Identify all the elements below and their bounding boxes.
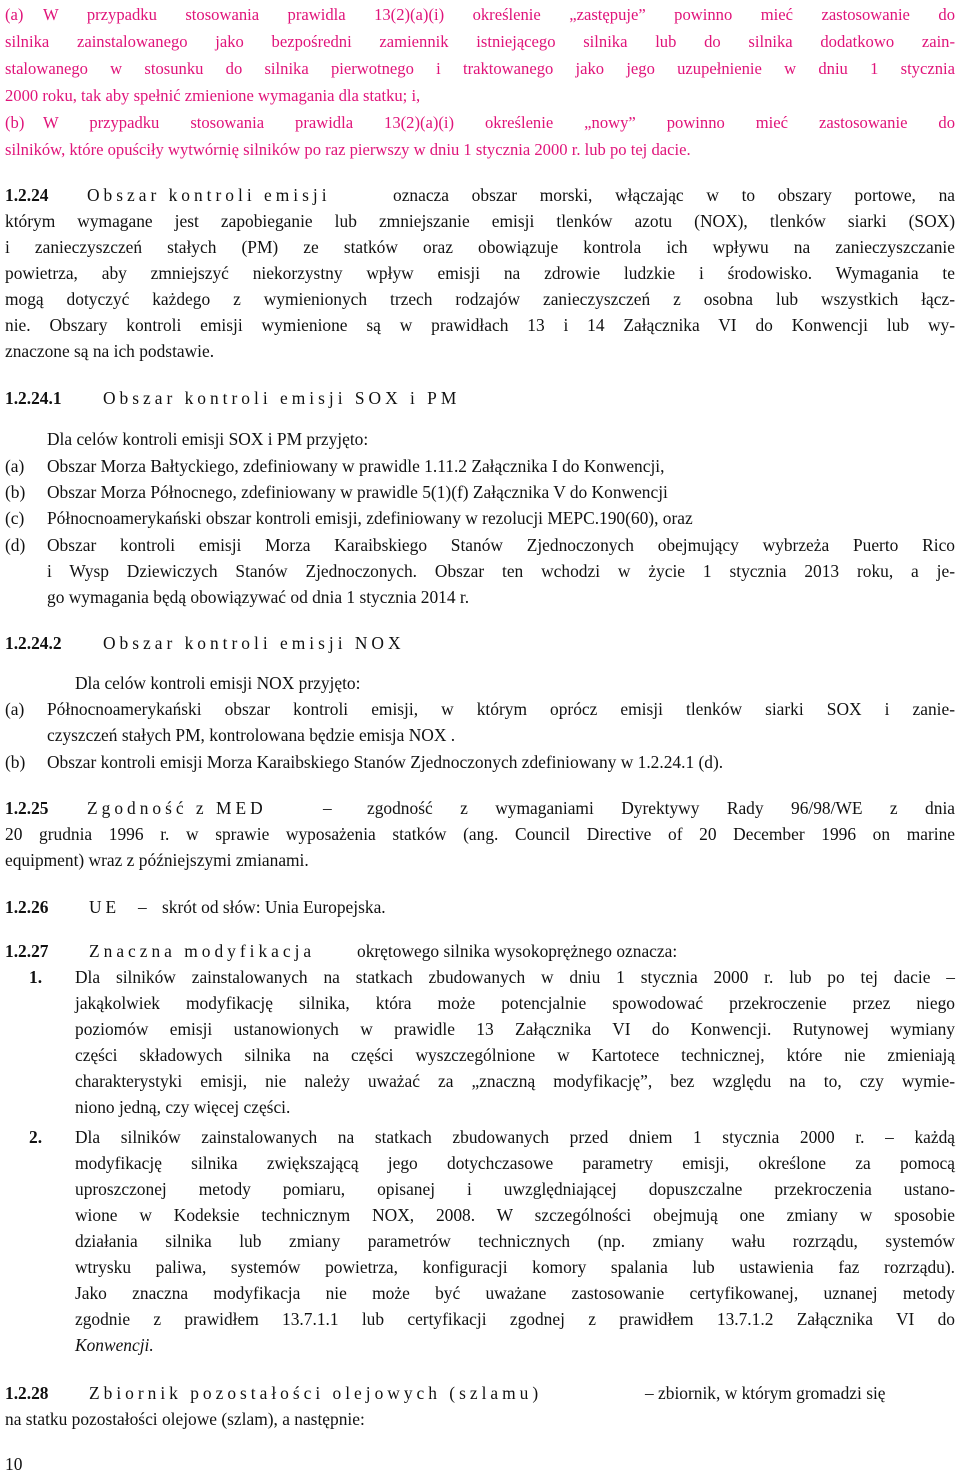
list-item: Obszar kontroli emisji Morza Karaibskiego Stanów Zjednoczonych zdefiniowany w 1.2.24.1 (d). <box>47 752 724 772</box>
intro-a-line: 2000 roku, tak aby spełnić zmienione wymagania dla statku; i, <box>5 86 421 105</box>
list-item: Obszar Morza Bałtyckiego, zdefiniowany w prawidle 1.11.2 Załącznika I do Konwencji, <box>47 456 665 476</box>
section-term: Obszar kontroli emisji <box>87 185 331 205</box>
section-term: Znaczna modyfikacja <box>89 941 316 961</box>
dash: – <box>323 798 332 818</box>
list-item: zgodnie z prawidłem 13.7.1.1 lub certyfikacji zgodnej z prawidłem 13.7.1.2 Załącznika VI do <box>75 1309 955 1329</box>
list-item: Dla silników zainstalowanych na statkach zbudowanych w dniu 1 stycznia 2000 r. lub po tej dacie – <box>75 967 955 987</box>
list-item: Obszar kontroli emisji Morza Karaibskiego Stanów Zjednoczonych obejmujący wybrzeża Puerto Rico <box>47 535 955 555</box>
section-number: 1.2.24.2 <box>5 633 62 653</box>
list-item: poziomów emisji ustanowionych w prawidle 13 Załącznika VI do Konwencji. Rutynowej wymiany <box>75 1019 955 1039</box>
list-item: uproszczonej metody pomiaru, opisanej i uwzględniającej dopuszczalne przekroczenia ustano- <box>75 1179 955 1199</box>
section-number: 1.2.26 <box>5 897 49 917</box>
list-item: go wymagania będą obowiązywać od dnia 1 stycznia 2014 r. <box>47 587 470 607</box>
paragraph-line: zgodność z wymaganiami Dyrektywy Rady 96/98/WE z dnia <box>367 798 955 818</box>
list-item: działania silnika lub zmiany parametrów technicznych (np. zmiany wału rozrządu, systemów <box>75 1231 955 1251</box>
section-number: 1.2.25 <box>5 798 49 818</box>
list-item: jakąkolwiek modyfikację silnika, która może potencjalnie spowodować przekroczenie przez niego <box>75 993 955 1013</box>
section-term: Zgodność z MED <box>87 798 267 818</box>
list-item: i Wysp Dziewiczych Stanów Zjednoczonych. Obszar ten wchodzi w życie 1 stycznia 2013 roku, a je- <box>47 561 955 581</box>
paragraph-line: skrót od słów: Unia Europejska. <box>162 897 386 917</box>
intro-a-line: silnika zainstalowanego jako bezpośredni zamiennik istniejącego silnika lub do silnika dodatkowo zain- <box>5 32 955 51</box>
list-label: (c) <box>5 508 25 528</box>
section-term: Zbiornik pozostałości olejowych (szlamu) <box>89 1383 543 1403</box>
paragraph-line: mogą dotyczyć każdego z wymienionych trzech rodzajów zanieczyszczeń z osobna lub wszystkich łącz- <box>5 289 955 309</box>
paragraph-line: 20 grudnia 1996 r. w sprawie wyposażenia statków (ang. Council Directive of 20 December 1996 on marine <box>5 824 955 844</box>
paragraph-line: znaczone są na ich podstawie. <box>5 341 215 361</box>
section-number: 1.2.28 <box>5 1383 49 1403</box>
list-item: Konwencji. <box>75 1335 154 1355</box>
section-title: Obszar kontroli emisji NOX <box>103 633 405 653</box>
paragraph-line: – zbiornik, w którym gromadzi się <box>645 1383 886 1403</box>
paragraph-line: okrętowego silnika wysokoprężnego oznacza: <box>357 941 678 961</box>
section-number: 1.2.27 <box>5 941 49 961</box>
list-item: charakterystyki emisji, nie należy uważać za „znaczną modyfikację”, bez względu na to, czy wymie- <box>75 1071 955 1091</box>
list-item: modyfikację silnika zwiększającą jego dotychczasowe parametry emisji, określone za pomocą <box>75 1153 955 1173</box>
list-label: 2. <box>29 1127 43 1147</box>
list-item: wtrysku paliwa, systemów powietrza, konfiguracji komory spalania lub ustawienia faz rozrządu). <box>75 1257 955 1277</box>
list-label: (b) <box>5 752 26 772</box>
list-label: 1. <box>29 967 43 987</box>
list-item: niono jedną, czy więcej części. <box>75 1097 291 1117</box>
intro-a-line: stalowanego w stosunku do silnika pierwotnego i traktowanego jako jego uzupełnienie w dniu 1 stycznia <box>5 59 955 78</box>
list-label: (b) <box>5 482 26 502</box>
intro-b-line: W przypadku stosowania prawidla 13(2)(a)(i) określenie „nowy” powinno mieć zastosowanie do <box>43 113 955 132</box>
paragraph-line: na statku pozostałości olejowe (szlam), a następnie: <box>5 1409 365 1429</box>
paragraph-line: którym wymagane jest zapobieganie lub zmniejszanie emisji tlenków azotu (NOX), tlenków siarki (SOX) <box>5 211 955 231</box>
section-term: UE <box>89 897 121 917</box>
list-label: (a) <box>5 456 25 476</box>
paragraph-line: oznacza obszar morski, włączając w to obszary portowe, na <box>393 185 955 205</box>
list-item: czyszczeń stałych PM, kontrolowana będzie emisja NOX . <box>47 725 456 745</box>
intro-b-line: silników, które opuściły wytwórnię silników po raz pierwszy w dniu 1 stycznia 2000 r. lub po tej dacie. <box>5 140 691 159</box>
list-item: Północnoamerykański obszar kontroli emisji, w którym oprócz emisji tlenków siarki SOX i zanie- <box>47 699 955 719</box>
intro-a-label: (a) <box>5 5 24 24</box>
paragraph-line: powietrza, aby zmniejszyć niekorzystny wpływ emisji na zdrowie ludzkie i środowisko. Wymagania te <box>5 263 955 283</box>
page-number: 10 <box>5 1454 23 1474</box>
paragraph-line: nie. Obszary kontroli emisji wymienione są w prawidłach 13 i 14 Załącznika VI do Konwencji lub wy- <box>5 315 955 335</box>
list-item: Obszar Morza Północnego, zdefiniowany w prawidle 5(1)(f) Załącznika V do Konwencji <box>47 482 668 502</box>
section-number: 1.2.24.1 <box>5 388 62 408</box>
paragraph-line: equipment) wraz z późniejszymi zmianami. <box>5 850 309 870</box>
paragraph-line: i zanieczyszczeń stałych (PM) ze statków oraz obowiązuje kontrola ich wpływu na zanieczyszczanie <box>5 237 955 257</box>
list-item: Dla silników zainstalowanych na statkach zbudowanych przed dniem 1 stycznia 2000 r. – każdą <box>75 1127 955 1147</box>
dash: – <box>138 897 147 917</box>
list-item: wione w Kodeksie technicznym NOX, 2008. W szczególności obejmują one zmiany w sposobie <box>75 1205 955 1225</box>
intro-a-line: W przypadku stosowania prawidla 13(2)(a)(i) określenie „zastępuje” powinno mieć zastosowanie do <box>43 5 955 24</box>
list-label: (a) <box>5 699 25 719</box>
list-item: części składowych silnika na części wyszczególnione w Kartotece technicznej, które nie zmieniają <box>75 1045 955 1065</box>
list-item: Jako znaczna modyfikacja nie może być uważane zastosowanie certyfikowanej, uznanej metody <box>75 1283 955 1303</box>
list-intro: Dla celów kontroli emisji SOX i PM przyjęto: <box>47 429 369 449</box>
section-number: 1.2.24 <box>5 185 49 205</box>
list-intro: Dla celów kontroli emisji NOX przyjęto: <box>75 673 361 693</box>
list-label: (d) <box>5 535 26 555</box>
section-title: Obszar kontroli emisji SOX i PM <box>103 388 461 408</box>
list-item: Północnoamerykański obszar kontroli emisji, zdefiniowany w rezolucji MEPC.190(60), oraz <box>47 508 693 528</box>
intro-b-label: (b) <box>5 113 25 132</box>
